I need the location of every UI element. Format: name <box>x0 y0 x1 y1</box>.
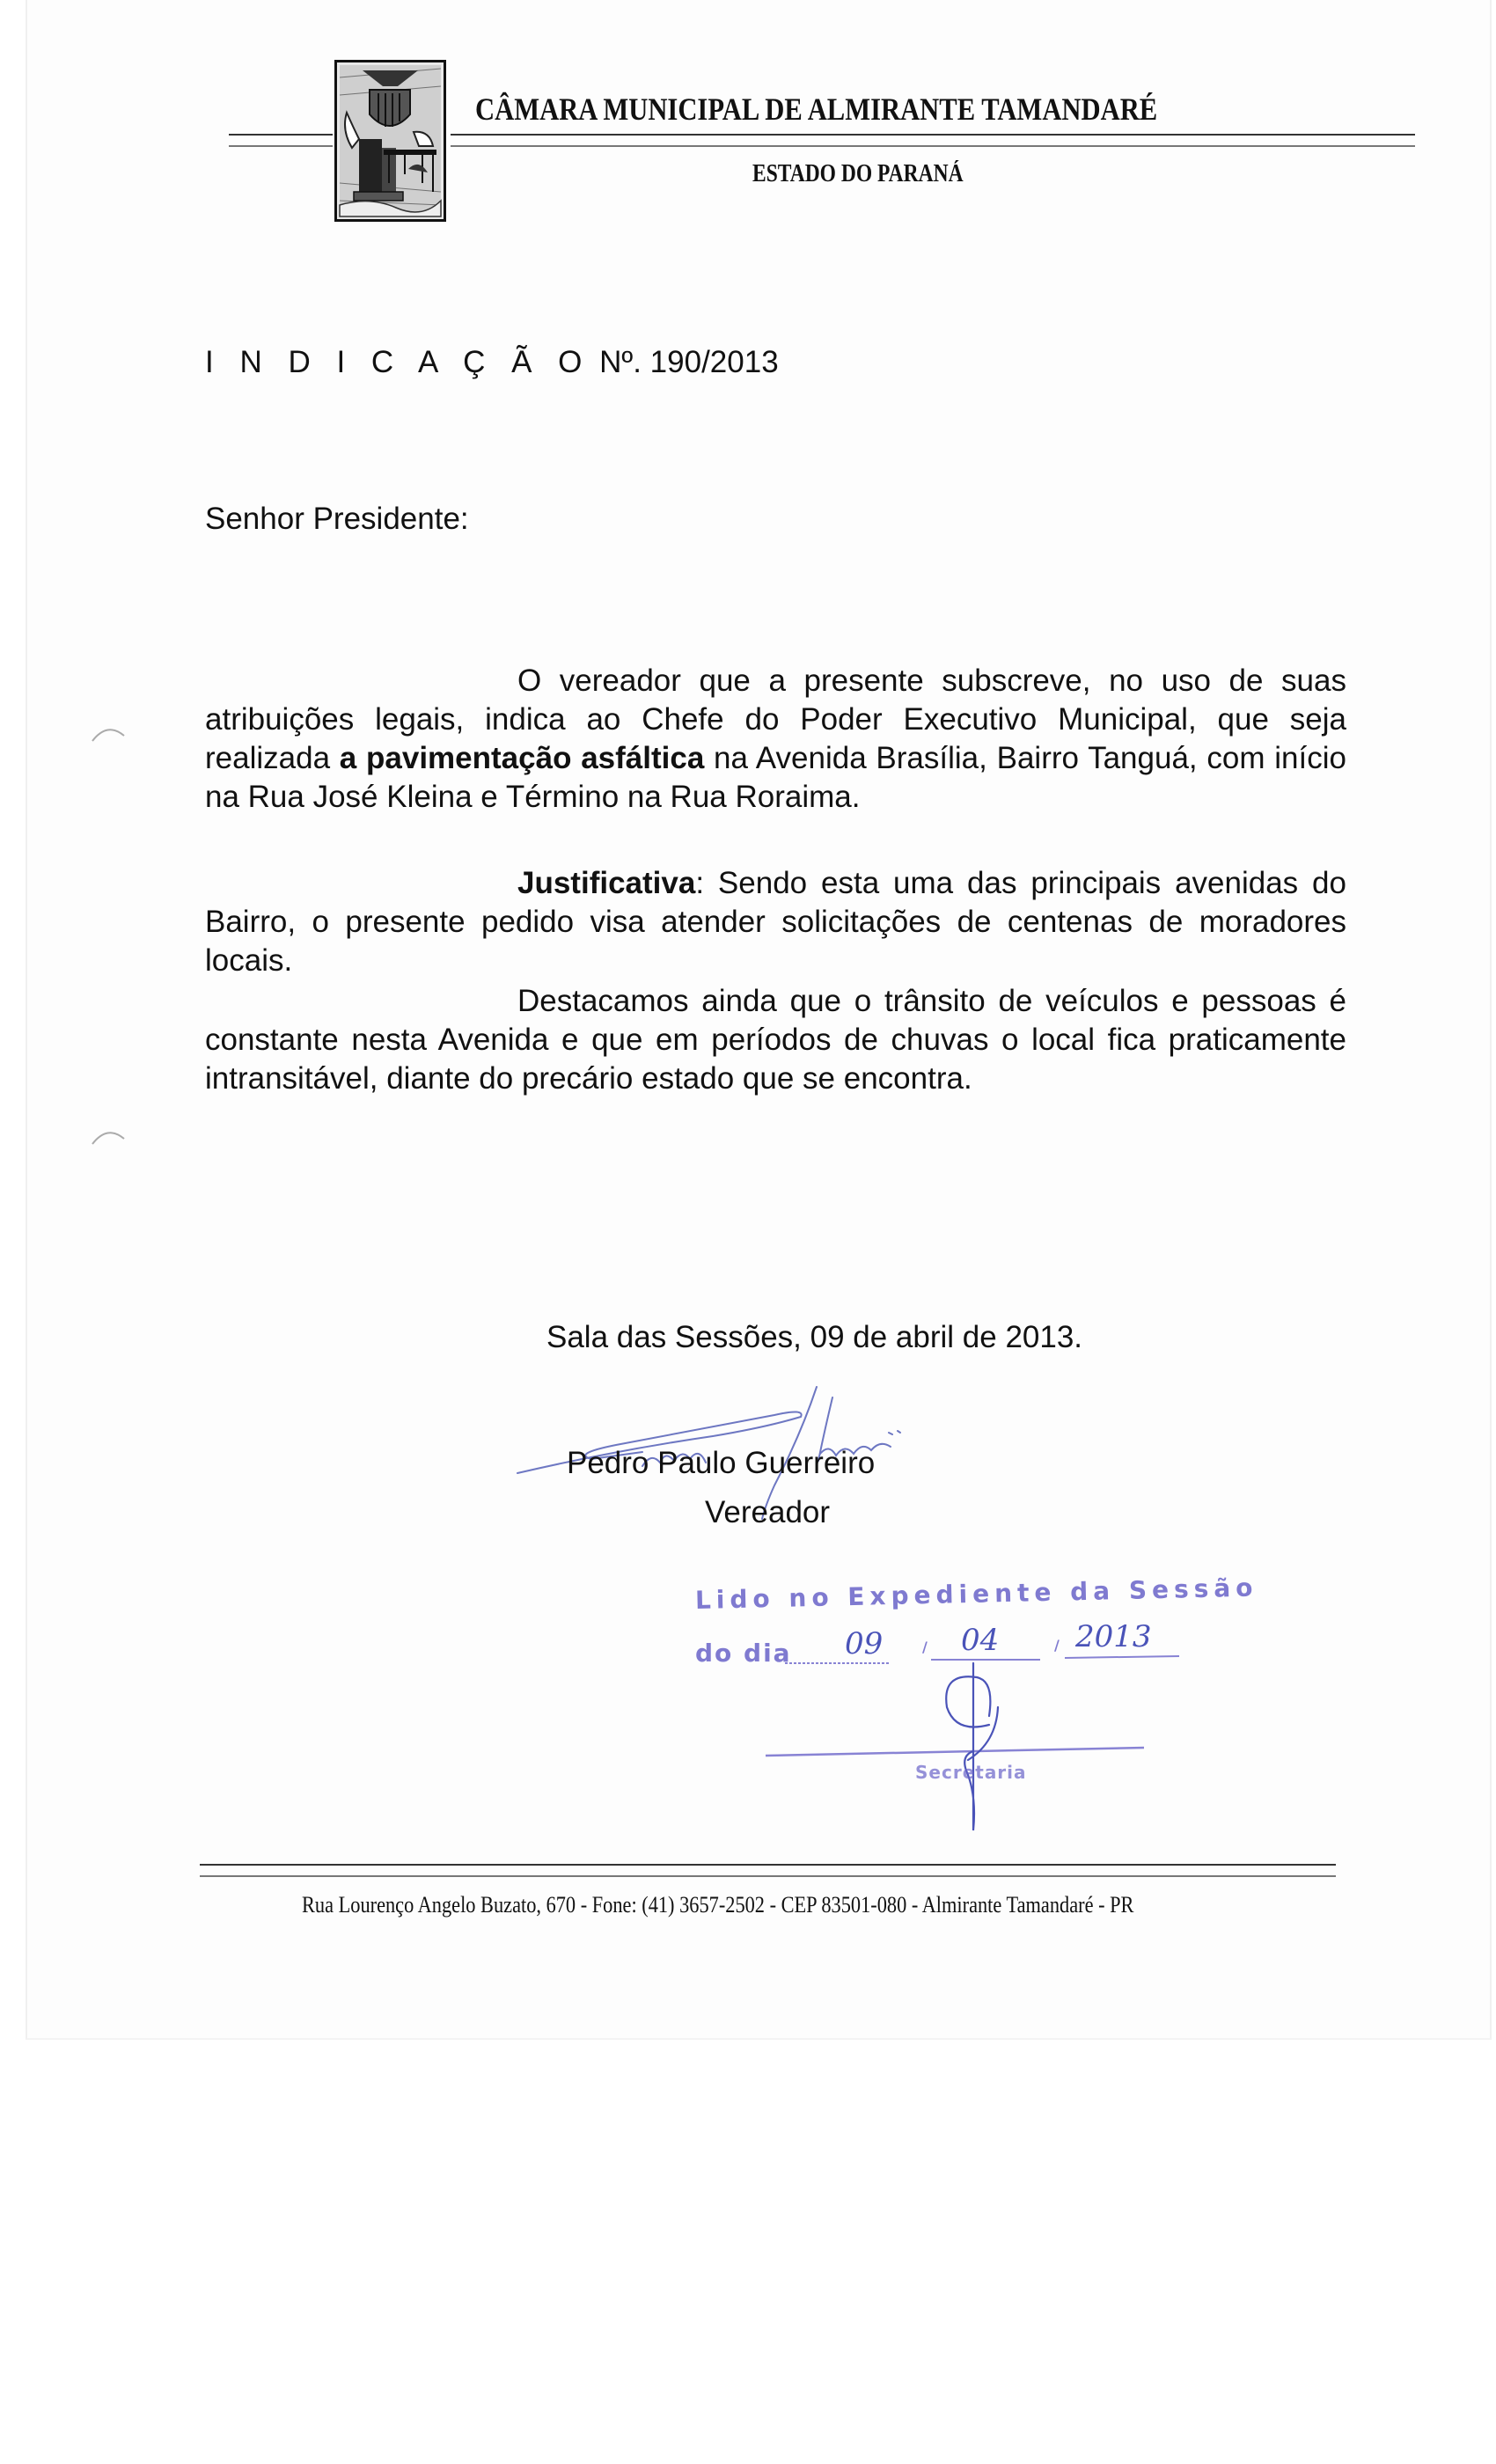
header-rule-bottom-right <box>451 145 1415 147</box>
paragraph-request-text-b: na Avenida Brasília, Bairro Tanguá, com início na Rua José Kleina e Término na Rua Roraima. <box>205 741 1346 814</box>
signer-role: Vereador <box>705 1495 831 1529</box>
state-name: ESTADO DO PARANÁ <box>752 160 964 187</box>
salutation: Senhor Presidente: <box>205 502 469 536</box>
stamp-lines <box>686 1575 1214 1848</box>
header-rule-top-right <box>451 134 1415 136</box>
paragraph-request-emphasis: a pavimentação asfáltica <box>339 741 705 775</box>
stamp-read-label: Lido no Expediente da Sessão <box>694 1573 1258 1615</box>
signer-name: Pedro Paulo Guerreiro <box>567 1446 876 1480</box>
coat-of-arms-logo <box>334 60 446 222</box>
paragraph-request <box>205 662 1346 817</box>
footer-rule-bottom <box>200 1875 1336 1877</box>
footer-address: Rua Lourenço Angelo Buzato, 670 - Fone: (41) 3657-2502 - CEP 83501-080 - Almirante Tamandaré - PR <box>302 1892 1134 1918</box>
stamp-date-separator: / <box>1054 1637 1060 1654</box>
stamp-secretaria-label: Secretaria <box>915 1762 1027 1783</box>
document-number: 190/2013 <box>649 345 779 379</box>
footer-rule-top <box>200 1864 1336 1866</box>
paragraph-details: Destacamos ainda que o trânsito de veículos e pessoas é constante nesta Avenida e que em períodos de chuvas o local fica praticamente intransitável, diante do precário estado que se encontra. <box>205 984 1346 1096</box>
document-number-prefix: Nº. <box>599 345 642 379</box>
punch-hole-mark <box>90 1126 127 1148</box>
header-rule-top-left <box>229 134 333 136</box>
document-type-label: I N D I C A Ç Ã O <box>205 345 591 379</box>
place-and-date: Sala das Sessões, 09 de abril de 2013. <box>546 1320 1083 1354</box>
paragraph-justification <box>205 864 1346 980</box>
organization-name: CÂMARA MUNICIPAL DE ALMIRANTE TAMANDARÉ <box>475 92 1158 127</box>
stamp-date-separator: / <box>922 1639 928 1655</box>
stamp-month: 04 <box>961 1623 1000 1658</box>
stamp-day: 09 <box>845 1626 884 1661</box>
stamp-date-prefix: do dia <box>695 1639 792 1668</box>
stamp-year: 2013 <box>1075 1619 1152 1654</box>
reception-stamp <box>686 1573 1258 1848</box>
document-number-line <box>205 345 779 380</box>
paragraph-request-text-a: O vereador que a presente subscreve, no uso de suas atribuições legais, indica ao Chefe do Poder Executivo Municipal, que seja realizada <box>205 664 1346 775</box>
header-rule-bottom-left <box>229 145 333 147</box>
justification-label: Justificativa <box>517 866 696 900</box>
justification-text: : Sendo esta uma das principais avenidas do Bairro, o presente pedido visa atender solicitações de centenas de moradores locais. <box>205 866 1346 978</box>
punch-hole-mark <box>90 723 127 744</box>
